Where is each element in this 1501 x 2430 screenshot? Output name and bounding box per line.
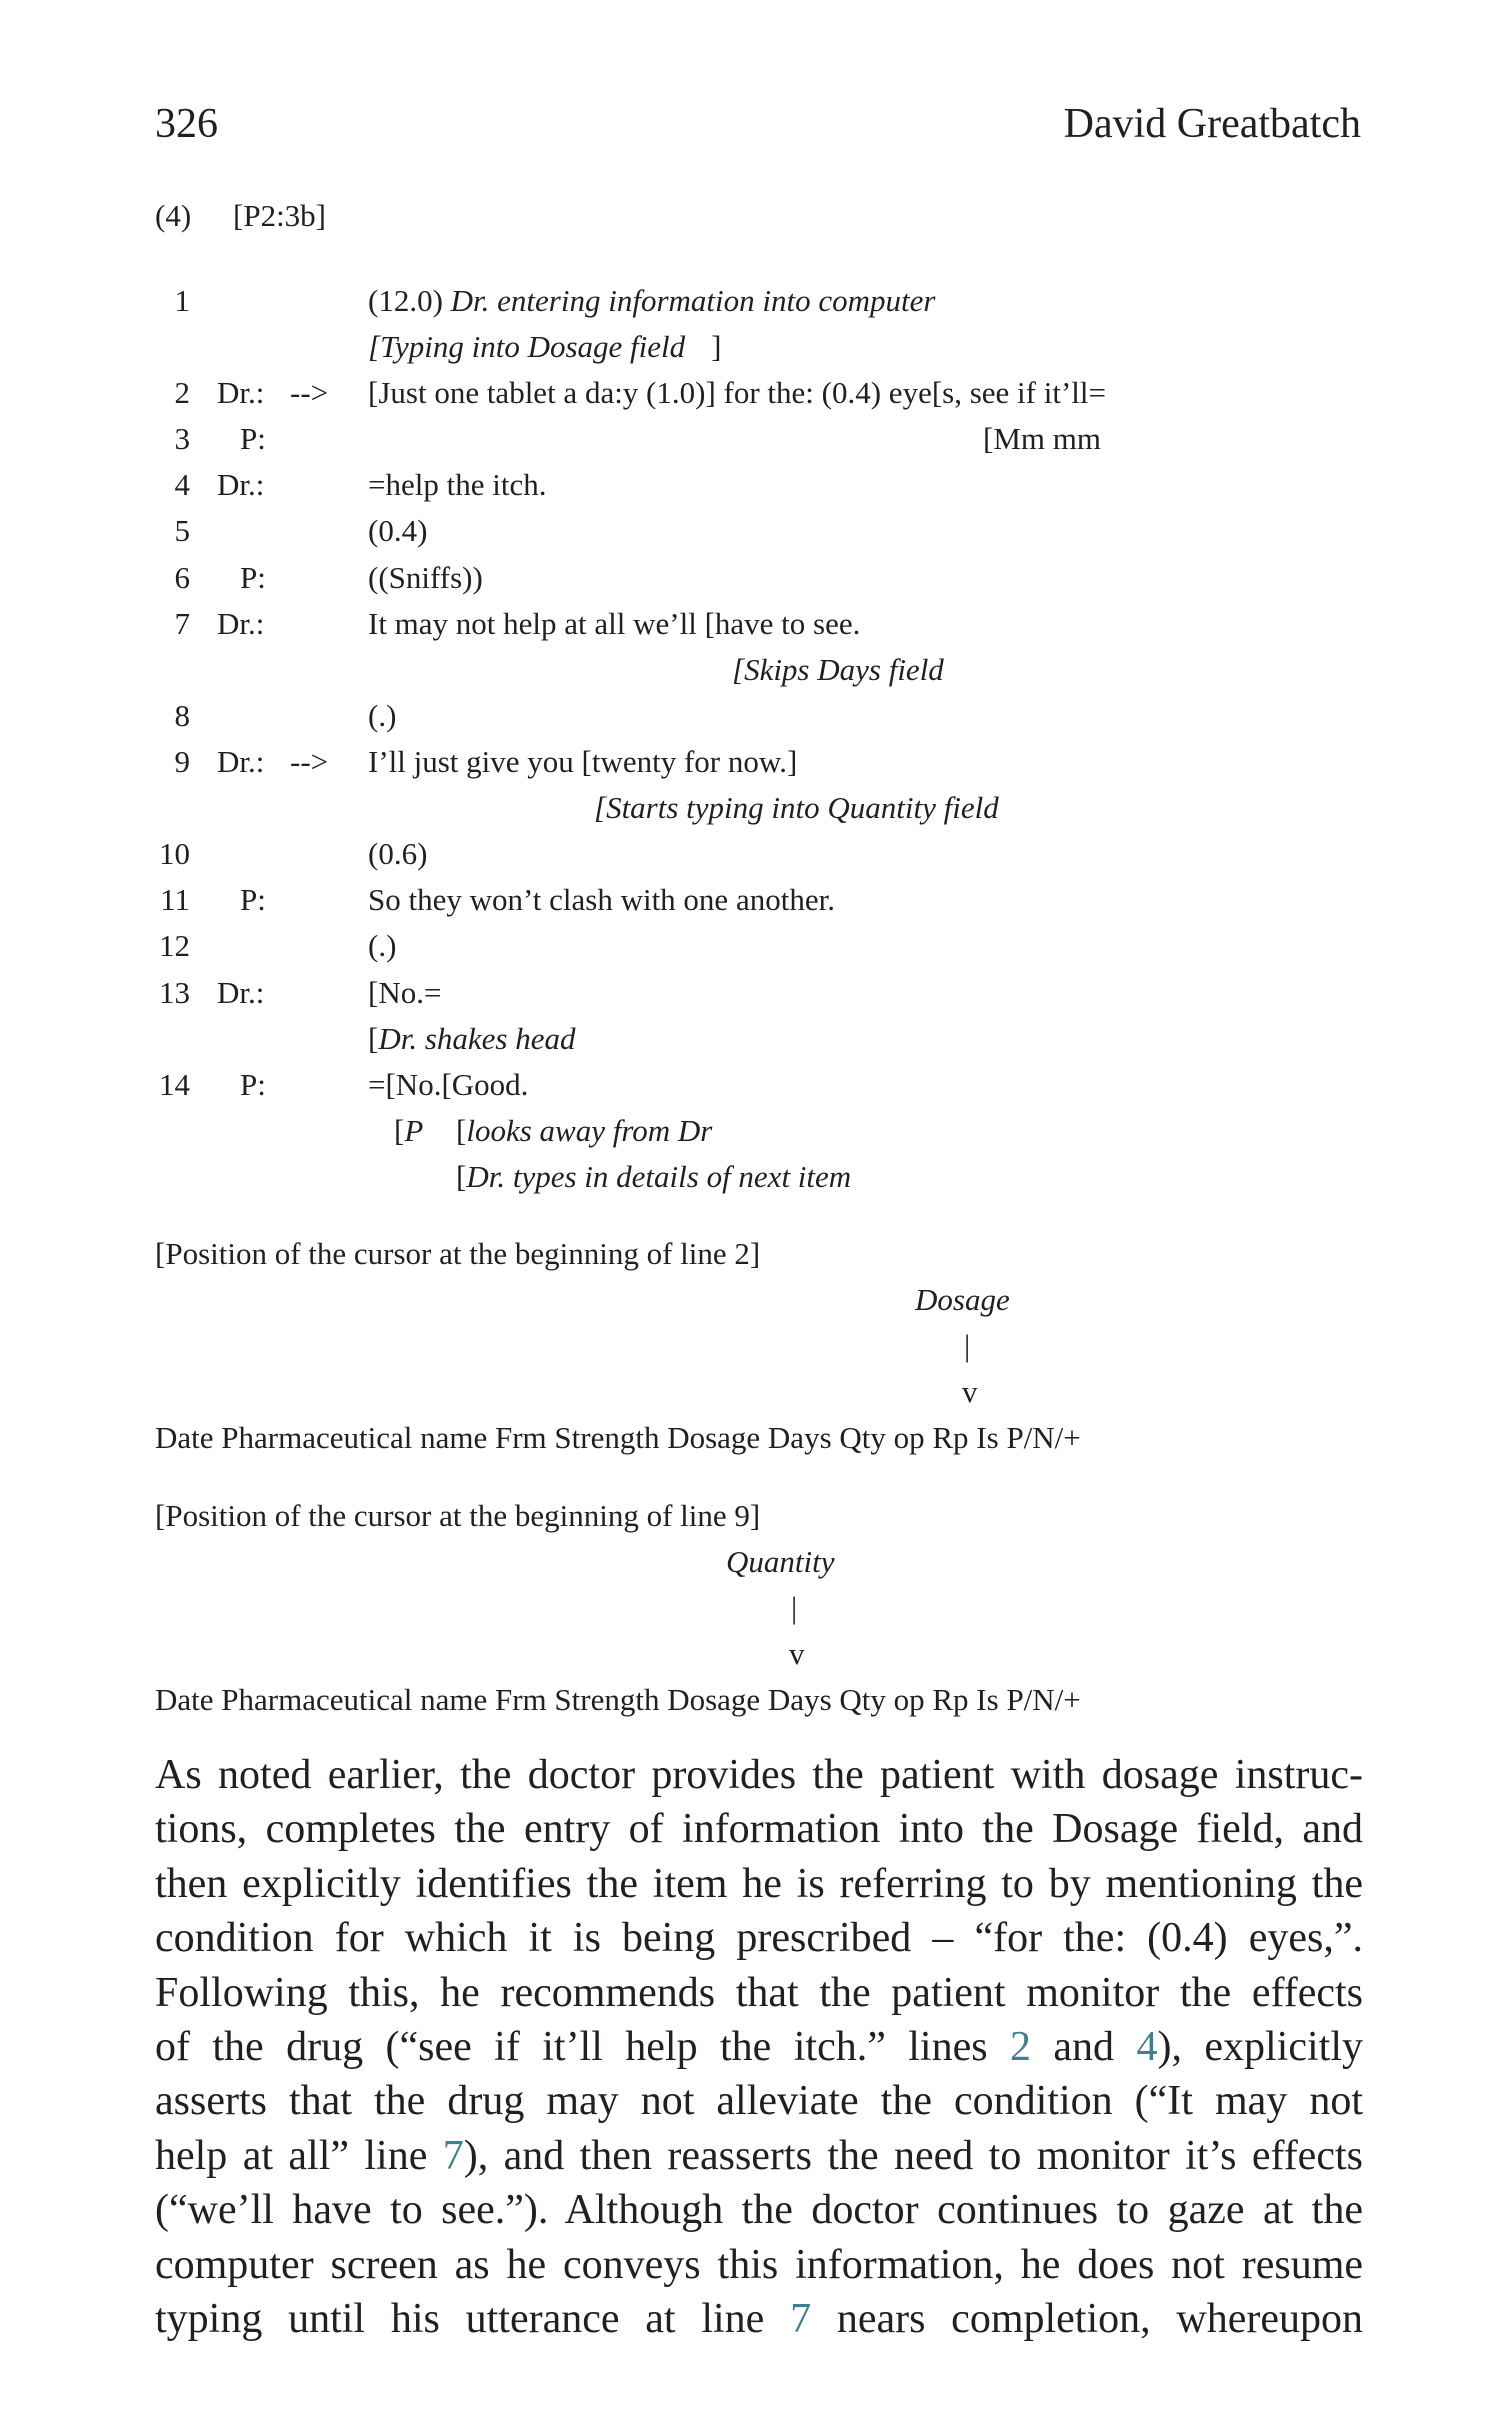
transcript-text: (.) [368,698,397,733]
paragraph-line: Following this, he recommends that the patient monitor the effects [155,1969,1363,2016]
line-number: 4 [174,467,190,502]
page-number: 326 [155,101,218,147]
transcript-text: [No.= [368,975,442,1010]
transcript-text: =help the itch. [368,467,547,502]
line-number: 12 [159,928,190,963]
paragraph-line: condition for which it is being prescribed – “for the: (0.4) eyes,”. [155,1915,1363,1962]
running-title: David Greatbatch [1063,101,1361,147]
extract-number: (4) [155,198,192,233]
speaker-label: Dr.: [217,975,265,1010]
annotation-line: [P [394,1113,424,1148]
field-label: Dosage [915,1282,1010,1317]
transcript-text: =[No.[Good. [368,1067,529,1102]
annotation-line: [Typing into Dosage field ] [368,329,722,364]
cursor-bar: | [791,1590,798,1625]
line-reference-link[interactable]: 2 [1010,2024,1031,2071]
paragraph-line: typing until his utterance at line 7 nears completion, whereupon [155,2296,1363,2343]
speaker-label: Dr.: [217,375,265,410]
paragraph-line: (“we’ll have to see.”). Although the doctor continues to gaze at the [155,2187,1363,2234]
paragraph-line: tions, completes the entry of information into the Dosage field, and [155,1806,1363,1853]
transcript-text: So they won’t clash with one another. [368,882,835,917]
speaker-label: P: [240,560,266,595]
paragraph-line: asserts that the drug may not alleviate the condition (“It may not [155,2078,1363,2125]
transcript-text: (12.0) Dr. entering information into computer [368,283,936,318]
line-number: 8 [174,698,190,733]
arrow-marker: --> [290,744,329,779]
field-columns: Date Pharmaceutical name Frm Strength Dosage Days Qty op Rp Is P/N/+ [155,1682,1081,1717]
speaker-label: P: [240,882,266,917]
paragraph-line: computer screen as he conveys this information, he does not resume [155,2241,1363,2288]
transcript-text: (0.6) [368,836,428,871]
cursor-bar: | [964,1328,971,1363]
field-label: Quantity [726,1544,835,1579]
transcript-text: It may not help at all we’ll [have to see. [368,606,861,641]
line-reference-link[interactable]: 7 [790,2296,812,2343]
speaker-label: P: [240,421,266,456]
field-columns: Date Pharmaceutical name Frm Strength Dosage Days Qty op Rp Is P/N/+ [155,1420,1081,1455]
paragraph-line: help at all” line 7), and then reasserts the need to monitor it’s effects [155,2132,1363,2179]
paragraph-line: then explicitly identifies the item he is referring to by mentioning the [155,1860,1363,1907]
annotation-line: [Starts typing into Quantity field [594,790,999,825]
figure-caption: [Position of the cursor at the beginning of line 2] [155,1236,761,1271]
extract-reference: [P2:3b] [233,198,326,233]
cursor-arrowhead: v [962,1374,978,1409]
speaker-label: Dr.: [217,467,265,502]
paragraph-line: As noted earlier, the doctor provides the patient with dosage instruc- [155,1752,1363,1798]
line-number: 7 [174,606,190,641]
transcript-text: [Mm mm [983,421,1101,456]
annotation-line: [Dr. shakes head [368,1021,576,1056]
body-paragraph [155,1748,1363,2346]
line-number: 1 [174,283,190,318]
line-number: 9 [174,744,190,779]
paragraph-line: of the drug (“see if it’ll help the itch.” lines 2 and 4), explicitly [155,2024,1363,2071]
line-number: 14 [159,1067,190,1102]
speaker-label: Dr.: [217,744,265,779]
annotation-line: [Skips Days field [732,652,944,687]
transcript-text: [Just one tablet a da:y (1.0)] for the: (0.4) eye[s, see if it’ll= [368,375,1106,410]
transcript-text: (.) [368,928,397,963]
line-number: 11 [160,882,190,917]
speaker-label: P: [240,1067,266,1102]
line-number: 6 [174,560,190,595]
figure-caption: [Position of the cursor at the beginning of line 9] [155,1498,761,1533]
line-number: 3 [174,421,190,456]
speaker-label: Dr.: [217,606,265,641]
line-number: 10 [159,836,190,871]
line-reference-link[interactable]: 4 [1136,2024,1158,2071]
transcript-text: ((Sniffs)) [368,560,483,595]
annotation-line: [looks away from Dr [456,1113,713,1148]
line-number: 5 [174,513,190,548]
line-number: 13 [159,975,190,1010]
transcript-text: (0.4) [368,513,428,548]
arrow-marker: --> [290,375,329,410]
cursor-arrowhead: v [789,1636,805,1671]
annotation-line: [Dr. types in details of next item [456,1159,852,1194]
line-reference-link[interactable]: 7 [442,2132,464,2179]
line-number: 2 [174,375,190,410]
transcript-text: I’ll just give you [twenty for now.] [368,744,798,779]
